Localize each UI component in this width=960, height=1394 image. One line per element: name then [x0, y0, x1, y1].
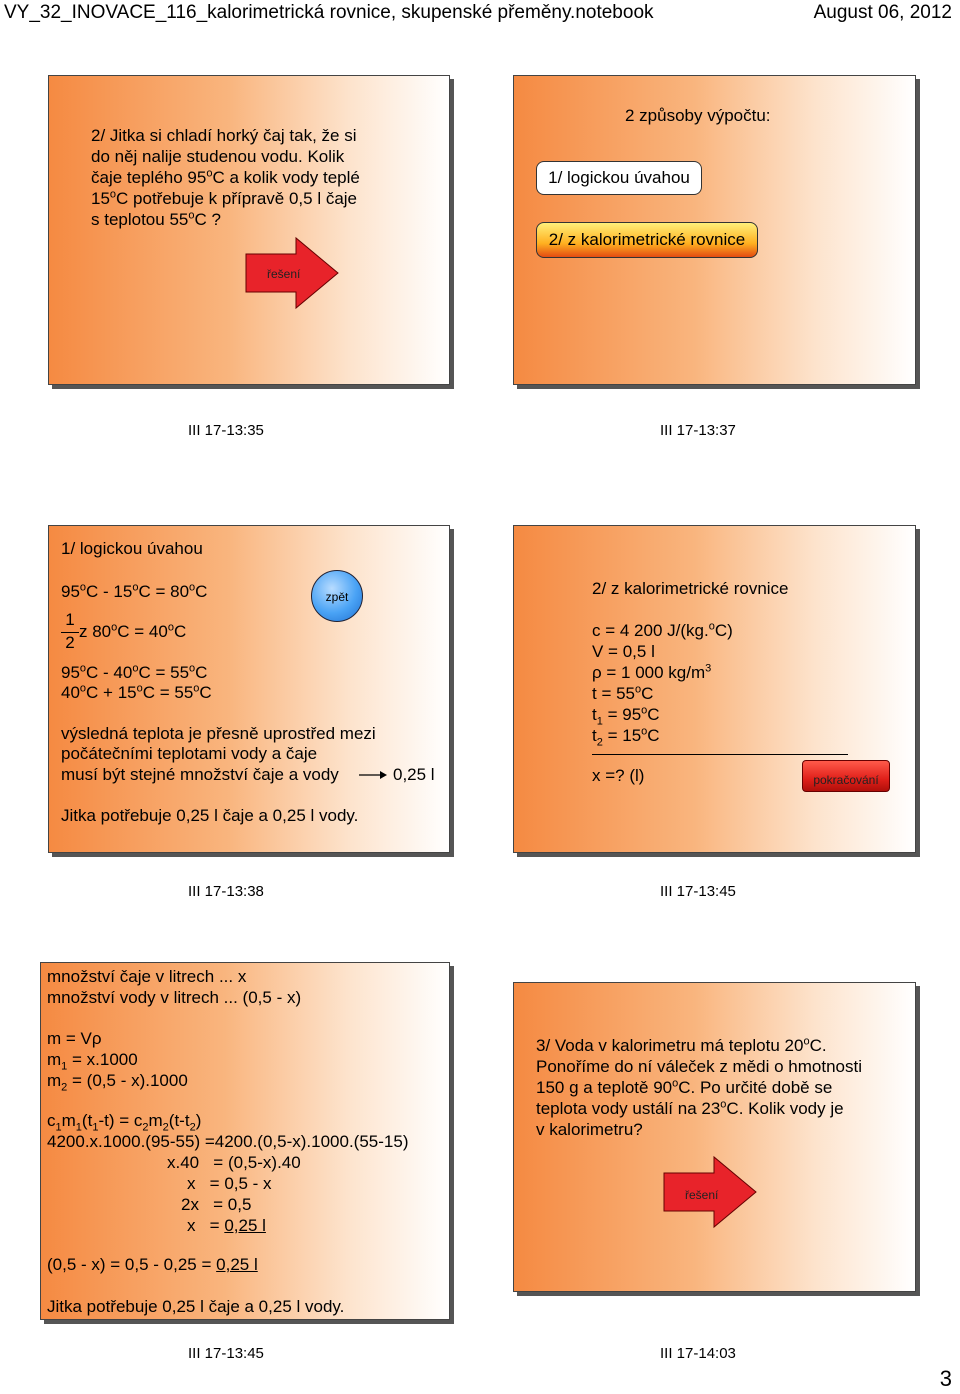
back-button-label: zpět [325, 590, 349, 604]
fraction-numerator: 1 [65, 610, 75, 629]
slide-title: 2 způsoby výpočtu: [625, 106, 771, 125]
slide-2 [513, 75, 916, 385]
definition-line: množství čaje v litrech ... x [47, 967, 247, 986]
page-header [0, 0, 960, 28]
problem-line: 15$^o$C potřebuje k přípravě 0,5 l čaje [91, 188, 358, 208]
slide-timestamp: III 17-13:37 [660, 422, 736, 439]
slide-title: 2/ z kalorimetrické rovnice [592, 579, 789, 598]
equation-line: $95^oC - 40^oC = 55^oC$ [61, 662, 208, 682]
equation-line: z $80^oC = 40^oC$ [79, 621, 187, 641]
method-equation-button[interactable]: 2/ z kalorimetrické rovnice [536, 222, 758, 258]
fraction-denominator: 2 [65, 633, 75, 652]
slide-6 [513, 982, 916, 1292]
definition-line: množství vody v litrech ... (0,5 - x) [47, 988, 302, 1007]
problem-line: v kalorimetru? [536, 1120, 643, 1139]
slide-timestamp: III 17-13:45 [188, 1345, 264, 1362]
explanation-line: musí být stejné množství čaje a vody [61, 765, 339, 784]
given-t: $t = 55^oC$ [592, 683, 654, 703]
slide-3 [48, 525, 450, 853]
slide-5 [40, 962, 450, 1320]
problem-line: teplota vody ustálí na 23$^o$C. Kolik vody je [536, 1098, 844, 1118]
problem-line: Ponoříme do ní váleček z mědi o hmotnosti [536, 1057, 862, 1076]
continue-button[interactable] [802, 760, 890, 792]
problem-line: 2/ Jitka si chladí horký čaj tak, že si [91, 126, 357, 145]
slide-timestamp: III 17-13:45 [660, 883, 736, 900]
notebook-date: August 06, 2012 [813, 2, 952, 23]
formula-line: $m_2 = (0,5 - x).1000$ [47, 1071, 188, 1094]
page-number: 3 [939, 1366, 952, 1391]
back-button[interactable] [311, 570, 363, 622]
result-line: Jitka potřebuje 0,25 l čaje a 0,25 l vody. [61, 806, 359, 825]
given-t2: $t_2 = 15^oC$ [592, 725, 660, 749]
calorimetric-equation: $c_1m_1(t_1-t) = c_2m_2(t-t_2)$ [47, 1111, 202, 1134]
arrow-right-icon [359, 768, 387, 780]
formula-line: $m_1 = x.1000$ [47, 1050, 138, 1073]
unknown-x: x =? (l) [592, 766, 645, 785]
equation-line: $40^oC + 15^oC = 55^oC$ [61, 682, 212, 702]
solution-link[interactable]: řešení [267, 267, 301, 281]
notebook-title: VY_32_INOVACE_116_kalorimetrická rovnice, skupenské přeměny.notebook [4, 2, 654, 23]
calculation-line: x = 0,25 l [187, 1216, 266, 1235]
given-v: V = 0,5 l [592, 642, 655, 661]
continue-button-label: pokračování [813, 773, 879, 787]
problem-line: 3/ Voda v kalorimetru má teplotu 20$^o$C. [536, 1035, 827, 1055]
explanation-line: výsledná teplota je přesně uprostřed mezi [61, 724, 376, 743]
problem-line: 150 g a teplotě 90$^o$C. Po určité době se [536, 1077, 833, 1097]
slide-timestamp: III 17-13:35 [188, 422, 264, 439]
slide-timestamp: III 17-14:03 [660, 1345, 736, 1362]
given-t1: $t_1 = 95^oC$ [592, 704, 660, 728]
problem-line: s teplotou 55$^o$C ? [91, 209, 221, 229]
slide-timestamp: III 17-13:38 [188, 883, 264, 900]
given-rho: ρ = 1 000 $kg/m^3$ [592, 662, 712, 682]
given-c: c = 4 200 J/(kg.$^o$C) [592, 620, 733, 640]
divider-line [592, 754, 848, 755]
formula-line: m = Vρ [47, 1029, 102, 1048]
solution-link[interactable]: řešení [685, 1188, 719, 1202]
calculation-line: (0,5 - x) = 0,5 - 0,25 = 0,25 l [47, 1255, 258, 1274]
problem-line: do něj nalije studenou vodu. Kolik [91, 147, 345, 166]
answer-value: 0,25 l [393, 765, 435, 784]
calculation-line: 2x = 0,5 [181, 1195, 252, 1214]
result-line: Jitka potřebuje 0,25 l čaje a 0,25 l vody. [47, 1297, 345, 1316]
equation-line: $95^oC - 15^oC = 80^oC$ [61, 581, 208, 601]
problem-line: čaje teplého 95$^o$C a kolik vody teplé [91, 167, 360, 187]
method-logic-button[interactable]: 1/ logickou úvahou [536, 161, 702, 195]
slide-1 [48, 75, 450, 385]
explanation-line: počátečními teplotami vody a čaje [61, 744, 318, 763]
calculation-line: x.40 = (0,5-x).40 [167, 1153, 301, 1172]
slide-title: 1/ logickou úvahou [61, 539, 203, 558]
calculation-line: 4200.x.1000.(95-55) =4200.(0,5-x).1000.(55-15) [47, 1132, 409, 1151]
calculation-line: x = 0,5 - x [187, 1174, 272, 1193]
slide-4 [513, 525, 916, 853]
